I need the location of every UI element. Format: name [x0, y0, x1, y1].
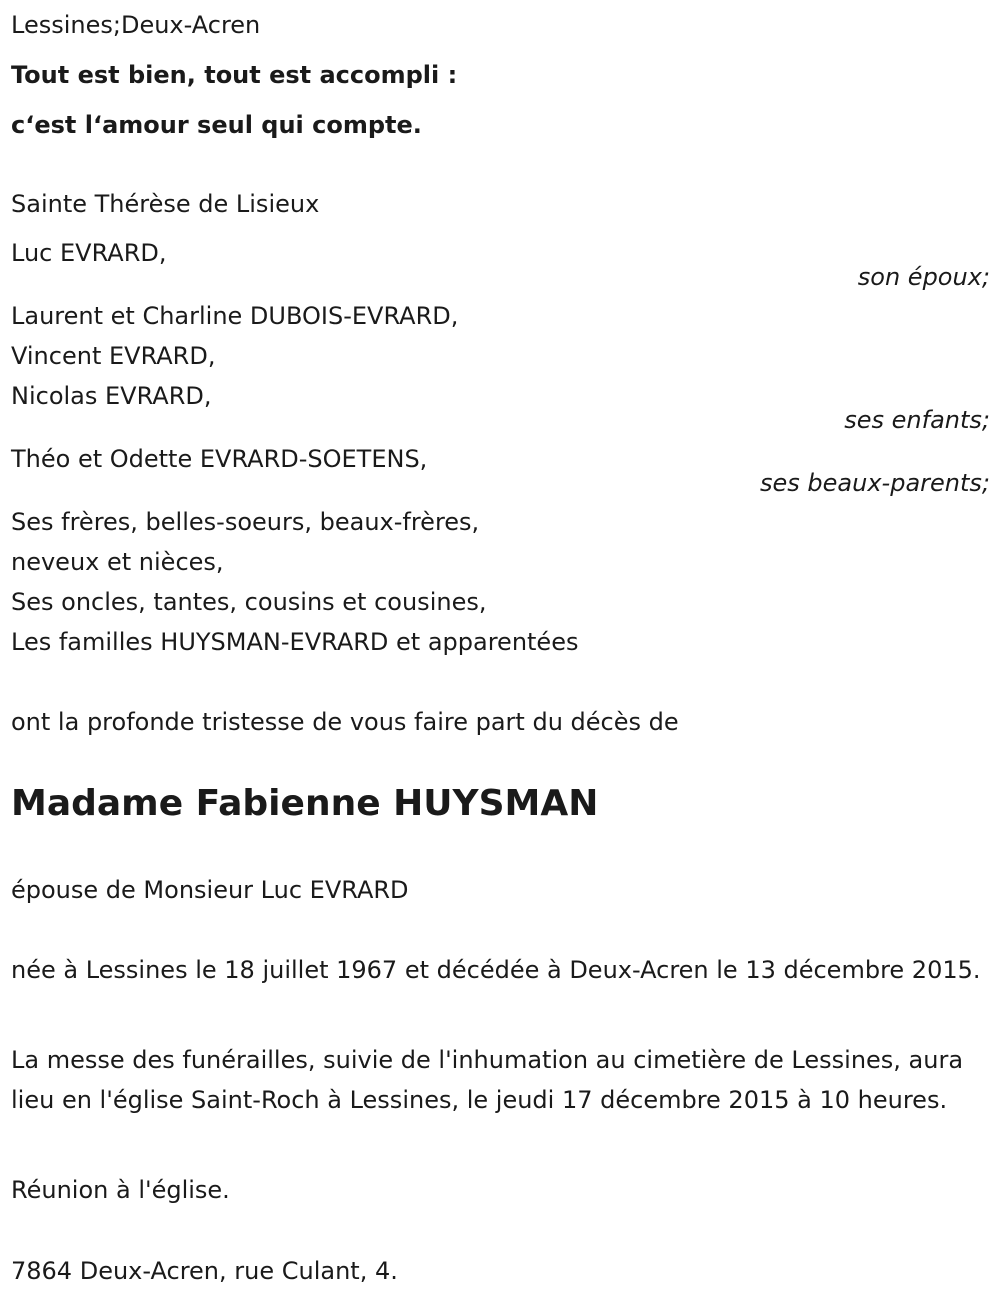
other-family-1: Ses frères, belles-soeurs, beaux-frères,	[11, 508, 480, 536]
in-laws-role: ses beaux-parents;	[760, 469, 990, 497]
quote-line-1: Tout est bien, tout est accompli :	[11, 61, 458, 89]
child-3: Nicolas EVRARD,	[11, 382, 212, 410]
address-text: 7864 Deux-Acren, rue Culant, 4.	[11, 1257, 398, 1285]
other-family-3: Ses oncles, tantes, cousins et cousines,	[11, 588, 487, 616]
reunion-text: Réunion à l'église.	[11, 1176, 230, 1204]
spouse-role: son époux;	[857, 263, 990, 291]
location-header: Lessines;Deux-Acren	[11, 11, 261, 39]
spouse-name: Luc EVRARD,	[11, 239, 167, 267]
quote-line-2: c‘est l‘amour seul qui compte.	[11, 111, 422, 139]
children-role: ses enfants;	[844, 406, 990, 434]
other-family-4: Les familles HUYSMAN-EVRARD et apparentées	[11, 628, 579, 656]
birth-death-text: née à Lessines le 18 juillet 1967 et décédée à Deux-Acren le 13 décembre 2015.	[11, 956, 981, 984]
quote-author: Sainte Thérèse de Lisieux	[11, 190, 320, 218]
child-1: Laurent et Charline DUBOIS-EVRARD,	[11, 302, 459, 330]
in-laws-name: Théo et Odette EVRARD-SOETENS,	[11, 445, 428, 473]
deceased-name: Madame Fabienne HUYSMAN	[11, 783, 599, 824]
other-family-2: neveux et nièces,	[11, 548, 224, 576]
funeral-text: La messe des funérailles, suivie de l'inhumation au cimetière de Lessines, aura lieu en l'église Saint-Roch à Lessines, le jeudi 17 décembre 2015 à 10 heures.	[11, 1046, 964, 1114]
announcement-text: ont la profonde tristesse de vous faire part du décès de	[11, 708, 679, 736]
child-2: Vincent EVRARD,	[11, 342, 216, 370]
spouse-of-text: épouse de Monsieur Luc EVRARD	[11, 876, 409, 904]
